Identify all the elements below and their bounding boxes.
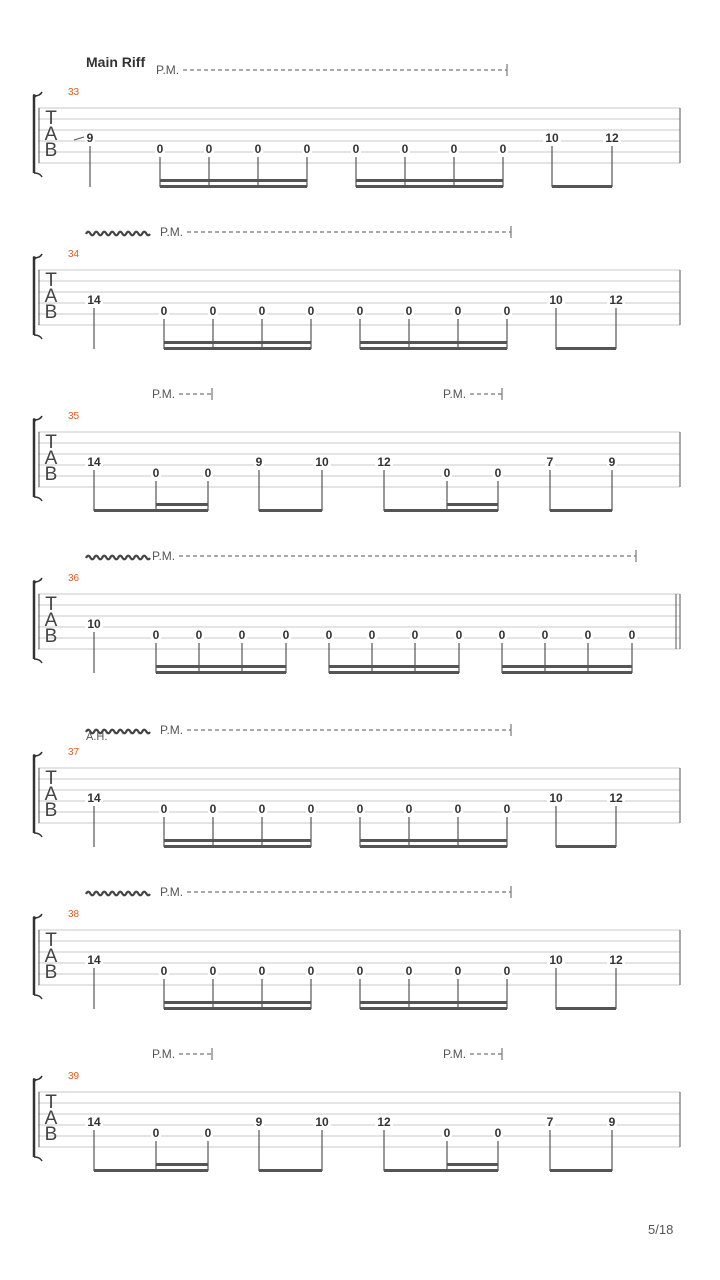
fret-number: 0 xyxy=(455,628,463,642)
fret-number: 14 xyxy=(87,953,101,967)
bracket-bottom-curl xyxy=(34,335,42,339)
fret-number: 0 xyxy=(503,802,511,816)
fret-number: 0 xyxy=(152,1126,160,1140)
fret-number: 14 xyxy=(87,1115,101,1129)
tab-clef-letter: T xyxy=(45,1092,57,1113)
beam-secondary xyxy=(164,1001,311,1004)
beam xyxy=(329,671,459,674)
fret-number: 0 xyxy=(160,304,168,318)
fret-number: 0 xyxy=(494,466,502,480)
bracket-top-curl xyxy=(34,416,42,420)
bracket-bottom-curl xyxy=(34,833,42,837)
fret-number: 9 xyxy=(255,455,263,469)
vibrato-mark xyxy=(86,556,150,560)
fret-number: 0 xyxy=(152,628,160,642)
beam xyxy=(384,1169,498,1172)
fret-number: 14 xyxy=(87,455,101,469)
fret-number: 12 xyxy=(609,791,623,805)
beam xyxy=(556,347,616,350)
fret-number: 0 xyxy=(160,964,168,978)
palm-mute-label: P.M. xyxy=(160,225,184,239)
fret-number: 0 xyxy=(356,802,364,816)
tab-clef-letter: A xyxy=(44,286,58,307)
beam-secondary xyxy=(360,839,507,842)
fret-number: 0 xyxy=(258,304,266,318)
fret-number: 0 xyxy=(401,142,409,156)
fret-number: 0 xyxy=(411,628,419,642)
beam xyxy=(94,1169,208,1172)
page-number: 5/18 xyxy=(648,1222,674,1237)
beam-secondary xyxy=(360,1001,507,1004)
fret-number: 0 xyxy=(307,802,315,816)
fret-number: 0 xyxy=(494,1126,502,1140)
beam-secondary xyxy=(164,839,311,842)
fret-number: 7 xyxy=(546,455,554,469)
fret-number: 14 xyxy=(87,293,101,307)
fret-number: 0 xyxy=(160,802,168,816)
tab-clef-letter: B xyxy=(44,962,58,983)
fret-number: 0 xyxy=(443,466,451,480)
fret-number: 0 xyxy=(204,1126,212,1140)
bracket-bottom-curl xyxy=(34,1157,42,1161)
bracket-top-curl xyxy=(34,914,42,918)
tab-clef-letter: B xyxy=(44,800,58,821)
fret-number: 10 xyxy=(545,131,559,145)
beam-secondary xyxy=(156,665,286,668)
fret-number: 0 xyxy=(352,142,360,156)
fret-number: 0 xyxy=(405,304,413,318)
fret-number: 0 xyxy=(405,802,413,816)
fret-number: 10 xyxy=(549,293,563,307)
fret-number: 0 xyxy=(356,964,364,978)
fret-number: 0 xyxy=(307,964,315,978)
tab-clef-letter: T xyxy=(45,108,57,129)
system-bracket xyxy=(34,1079,36,1157)
fret-number: 9 xyxy=(86,131,94,145)
fret-number: 12 xyxy=(609,953,623,967)
bracket-bottom-curl xyxy=(34,995,42,999)
tab-clef-letter: T xyxy=(45,432,57,453)
beam xyxy=(164,1007,311,1010)
measure-number: 34 xyxy=(68,249,80,260)
fret-number: 0 xyxy=(195,628,203,642)
measure-number: 33 xyxy=(68,87,80,98)
system-bracket xyxy=(34,95,36,173)
beam-secondary xyxy=(329,665,459,668)
vibrato-mark xyxy=(86,232,150,236)
beam xyxy=(160,185,307,188)
fret-number: 0 xyxy=(498,628,506,642)
measure-number: 36 xyxy=(68,573,80,584)
tab-clef-letter: A xyxy=(44,784,58,805)
fret-number: 0 xyxy=(454,304,462,318)
fret-number: 0 xyxy=(303,142,311,156)
fret-number: 12 xyxy=(605,131,619,145)
fret-number: 0 xyxy=(209,304,217,318)
fret-number: 0 xyxy=(499,142,507,156)
palm-mute-label: P.M. xyxy=(152,387,176,401)
tab-clef-letter: A xyxy=(44,1108,58,1129)
beam xyxy=(164,845,311,848)
fret-number: 0 xyxy=(156,142,164,156)
fret-number: 9 xyxy=(608,1115,616,1129)
tab-clef-letter: A xyxy=(44,124,58,145)
fret-number: 0 xyxy=(258,802,266,816)
beam xyxy=(556,1007,616,1010)
beam-secondary xyxy=(447,503,498,506)
beam xyxy=(550,1169,612,1172)
fret-number: 9 xyxy=(608,455,616,469)
beam xyxy=(360,1007,507,1010)
tab-clef-letter: A xyxy=(44,610,58,631)
bracket-top-curl xyxy=(34,92,42,96)
beam-secondary xyxy=(156,503,208,506)
fret-number: 0 xyxy=(209,964,217,978)
fret-number: 0 xyxy=(238,628,246,642)
palm-mute-label: P.M. xyxy=(160,885,184,899)
tab-clef-letter: B xyxy=(44,464,58,485)
measure-number: 37 xyxy=(68,747,80,758)
fret-number: 0 xyxy=(584,628,592,642)
fret-number: 0 xyxy=(368,628,376,642)
section-title: Main Riff xyxy=(86,54,146,70)
system-bracket xyxy=(34,917,36,995)
fret-number: 0 xyxy=(258,964,266,978)
fret-number: 12 xyxy=(377,455,391,469)
tab-clef-letter: A xyxy=(44,946,58,967)
system-bracket xyxy=(34,755,36,833)
fret-number: 0 xyxy=(628,628,636,642)
fret-number: 0 xyxy=(152,466,160,480)
beam xyxy=(356,185,503,188)
fret-number: 12 xyxy=(377,1115,391,1129)
fret-number: 10 xyxy=(549,953,563,967)
beam xyxy=(94,509,208,512)
fret-number: 0 xyxy=(356,304,364,318)
vibrato-mark xyxy=(86,892,150,896)
fret-number: 7 xyxy=(546,1115,554,1129)
bracket-top-curl xyxy=(34,1076,42,1080)
palm-mute-label: P.M. xyxy=(160,723,184,737)
fret-number: 0 xyxy=(254,142,262,156)
fret-number: 0 xyxy=(204,466,212,480)
system-bracket xyxy=(34,419,36,497)
fret-number: 14 xyxy=(87,791,101,805)
fret-number: 10 xyxy=(87,617,101,631)
tab-clef-letter: B xyxy=(44,302,58,323)
fret-number: 0 xyxy=(450,142,458,156)
tab-clef-letter: B xyxy=(44,626,58,647)
fret-number: 9 xyxy=(255,1115,263,1129)
tab-clef-letter: T xyxy=(45,930,57,951)
beam-secondary xyxy=(356,179,503,182)
tab-clef-letter: T xyxy=(45,270,57,291)
bracket-top-curl xyxy=(34,752,42,756)
system-bracket xyxy=(34,257,36,335)
tab-clef-letter: B xyxy=(44,1124,58,1145)
fret-number: 0 xyxy=(454,802,462,816)
bracket-bottom-curl xyxy=(34,497,42,501)
fret-number: 0 xyxy=(541,628,549,642)
fret-number: 0 xyxy=(205,142,213,156)
fret-number: 0 xyxy=(209,802,217,816)
beam-secondary xyxy=(447,1163,498,1166)
tab-clef-letter: T xyxy=(45,768,57,789)
fret-number: 0 xyxy=(307,304,315,318)
bracket-top-curl xyxy=(34,254,42,258)
beam xyxy=(556,845,616,848)
beam-secondary xyxy=(156,1163,208,1166)
beam-secondary xyxy=(164,341,311,344)
beam xyxy=(259,1169,322,1172)
fret-number: 0 xyxy=(405,964,413,978)
beam xyxy=(360,347,507,350)
beam xyxy=(384,509,498,512)
palm-mute-label: P.M. xyxy=(152,1047,176,1061)
beam-secondary xyxy=(160,179,307,182)
beam xyxy=(259,509,322,512)
tab-clef-letter: B xyxy=(44,140,58,161)
beam xyxy=(360,845,507,848)
palm-mute-label: P.M. xyxy=(443,387,467,401)
measure-number: 35 xyxy=(68,411,80,422)
measure-number: 39 xyxy=(68,1071,80,1082)
fret-number: 12 xyxy=(609,293,623,307)
palm-mute-label: P.M. xyxy=(443,1047,467,1061)
fret-number: 0 xyxy=(282,628,290,642)
beam xyxy=(552,185,612,188)
fret-number: 10 xyxy=(315,1115,329,1129)
bracket-bottom-curl xyxy=(34,173,42,177)
slide-in-mark xyxy=(74,137,84,140)
fret-number: 10 xyxy=(549,791,563,805)
palm-mute-label: P.M. xyxy=(156,63,180,77)
beam xyxy=(164,347,311,350)
palm-mute-label: P.M. xyxy=(152,549,176,563)
fret-number: 0 xyxy=(443,1126,451,1140)
system-bracket xyxy=(34,581,36,659)
beam xyxy=(156,671,286,674)
measure-number: 38 xyxy=(68,909,80,920)
beam xyxy=(502,671,632,674)
beam-secondary xyxy=(360,341,507,344)
fret-number: 0 xyxy=(325,628,333,642)
fret-number: 0 xyxy=(503,304,511,318)
artificial-harmonic-label: A.H. xyxy=(86,731,108,743)
bracket-bottom-curl xyxy=(34,659,42,663)
beam xyxy=(550,509,612,512)
bracket-top-curl xyxy=(34,578,42,582)
fret-number: 0 xyxy=(503,964,511,978)
fret-number: 10 xyxy=(315,455,329,469)
fret-number: 0 xyxy=(454,964,462,978)
tab-clef-letter: A xyxy=(44,448,58,469)
tab-clef-letter: T xyxy=(45,594,57,615)
beam-secondary xyxy=(502,665,632,668)
